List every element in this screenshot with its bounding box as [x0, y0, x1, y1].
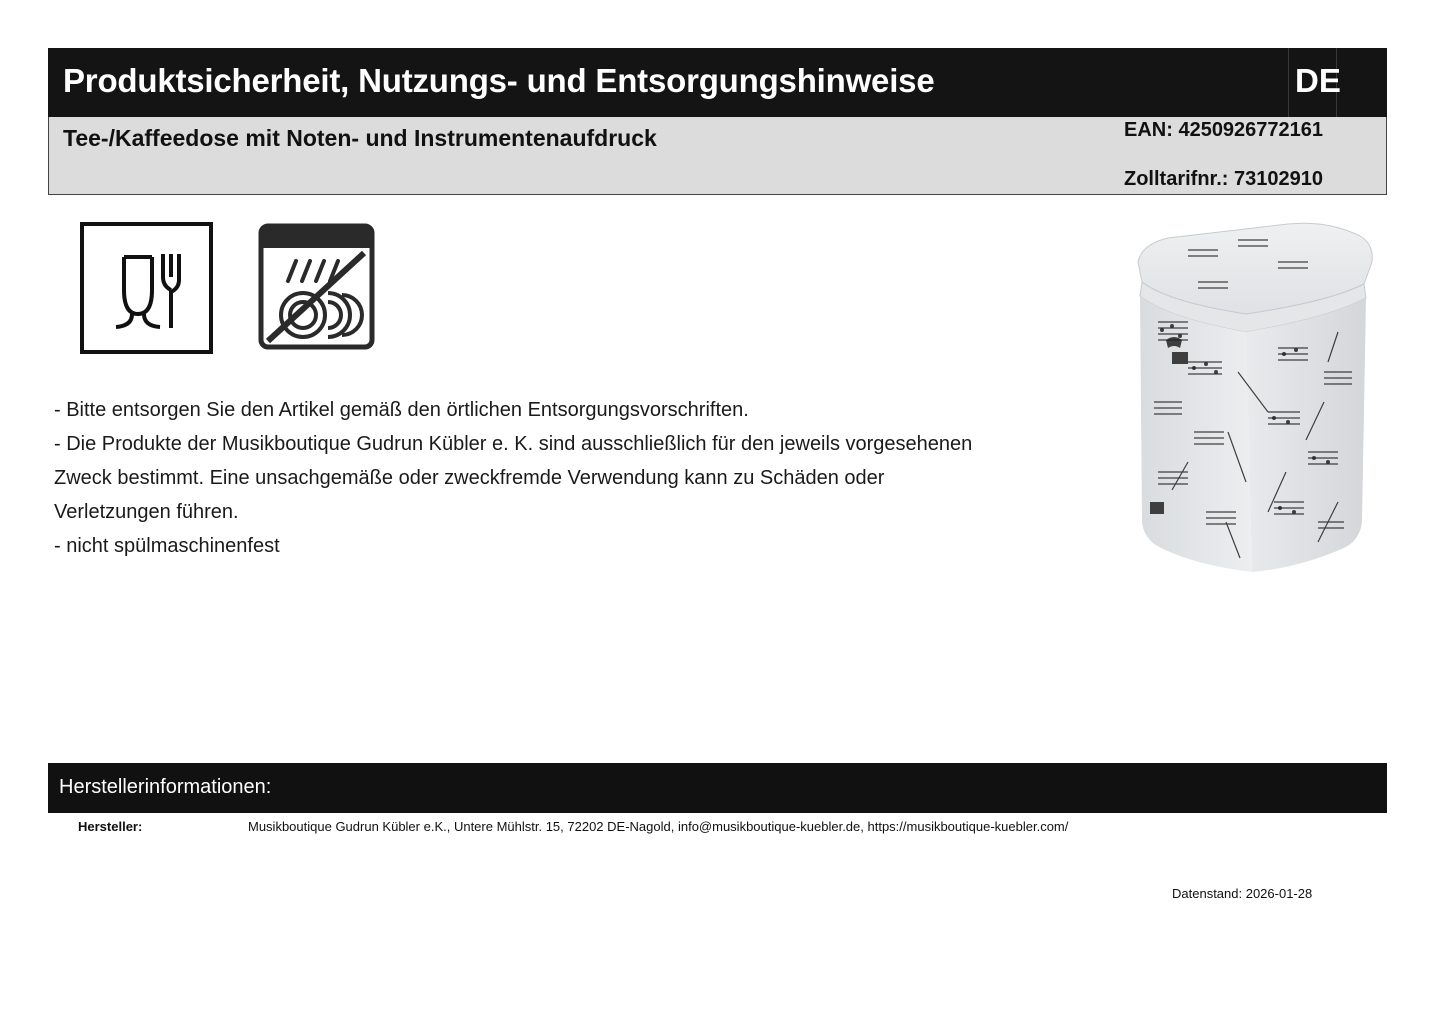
product-name: Tee-/Kaffeedose mit Noten- und Instrumentenaufdruck [63, 125, 657, 151]
manufacturer-label: Hersteller: [78, 819, 143, 834]
page-title: Produktsicherheit, Nutzungs- und Entsorgungshinweise [63, 62, 935, 99]
not-dishwasher-safe-icon [258, 223, 375, 350]
note-disposal: - Bitte entsorgen Sie den Artikel gemäß den örtlichen Entsorgungsvorschriften. [54, 399, 749, 421]
ean-number: EAN: 4250926772161 [1124, 119, 1324, 141]
manufacturer-section-title: Herstellerinformationen: [59, 776, 272, 798]
note-intended-use-cont2: Verletzungen führen. [54, 501, 239, 523]
language-badge [1288, 48, 1341, 117]
manufacturer-details: Musikboutique Gudrun Kübler e.K., Untere Mühlstr. 15, 72202 DE-Nagold, info@musikboutique-kuebler.de, https://musikboutique-kuebler.com/ [248, 819, 1069, 834]
usage-notes [54, 393, 1034, 563]
note-intended-use: - Die Produkte der Musikboutique Gudrun Kübler e. K. sind ausschließlich für den jeweils vorgesehenen [54, 433, 973, 455]
title-bar [48, 48, 1387, 117]
product-tin-image [1128, 222, 1380, 584]
data-status-date: Datenstand: 2026-01-28 [1172, 886, 1313, 901]
note-intended-use-cont: Zweck bestimmt. Eine unsachgemäße oder zweckfremde Verwendung kann zu Schäden oder [54, 467, 885, 489]
product-info-bar [48, 117, 1387, 195]
customs-tariff-number: Zolltarifnr.: 73102910 [1124, 168, 1323, 190]
note-not-dishwasher-safe: - nicht spülmaschinenfest [54, 535, 280, 557]
language-code: DE [1295, 62, 1341, 99]
food-safe-glass-fork-icon [80, 222, 213, 354]
manufacturer-section-header [48, 763, 1387, 813]
